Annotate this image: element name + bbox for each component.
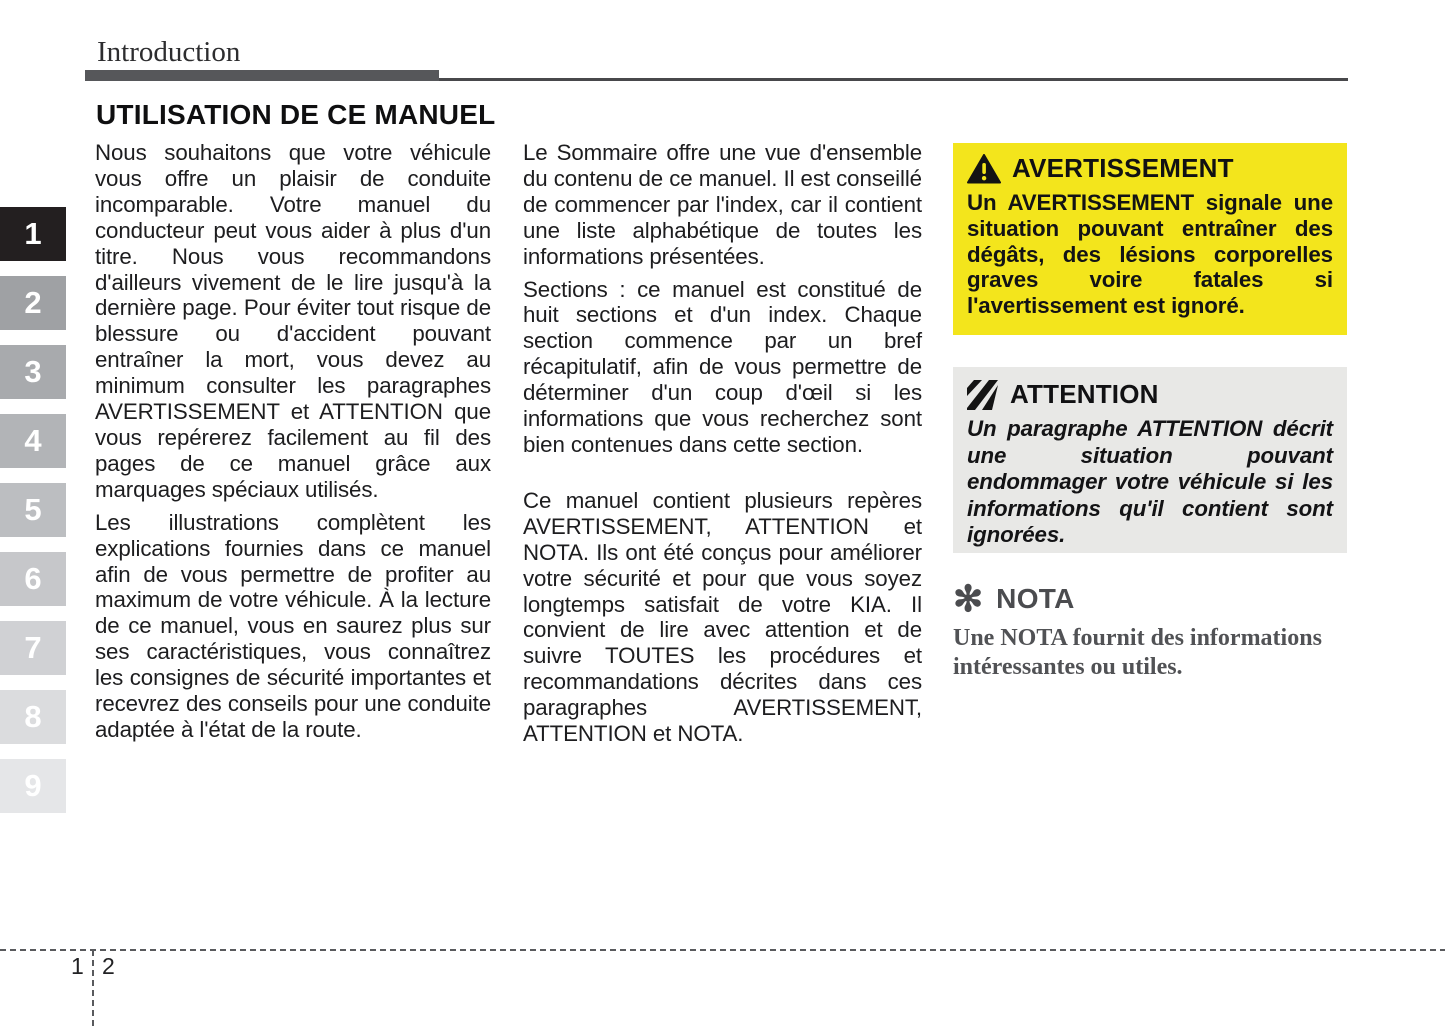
nota-callout: [953, 578, 1347, 682]
sidebar-tab-2: 2: [0, 276, 66, 330]
sidebar-tab-1: 1: [0, 207, 66, 261]
sidebar-tab-8: 8: [0, 690, 66, 744]
sidebar-tab-5: 5: [0, 483, 66, 537]
body-paragraph: Les illustrations complètent les explications fournies dans ce manuel afin de vous permettre de profiter au maximum de votre véhicule. À la lecture de ce manuel, vous en saurez plus sur ses caractéristiques, vous connaîtrez les consignes de sécurité importantes et recevrez des conseils pour une conduite adaptée à l'état de la route.: [95, 509, 491, 742]
page-number-right: 2: [102, 953, 115, 979]
section-label: Introduction: [97, 36, 241, 68]
header-bar: [85, 70, 439, 81]
body-paragraph: Ce manuel contient plusieurs repères AVERTISSEMENT, ATTENTION et NOTA. Ils ont été conçus pour améliorer votre sécurité et pour que vous soyez longtemps satisfait de votre KIA. Il convient de lire avec attention et de suivre TOUTES les procédures et recommandations décrites dans ces paragraphes AVERTISSEMENT, ATTENTION et NOTA.: [523, 487, 922, 747]
body-paragraph: Nous souhaitons que votre véhicule vous offre un plaisir de conduite incomparable. Votre manuel du conducteur peut vous aider à plus d'un titre. Nous vous recommandons d'ailleurs vivement de le lire jusqu'à la dernière page. Pour éviter tout risque de blessure ou d'accident pouvant entraîner la mort, vous devez au minimum consulter les paragraphes AVERTISSEMENT et ATTENTION que vous repérerez facilement au fil des pages de ce manuel grâce aux marquages spéciaux utilisés.: [95, 140, 491, 502]
asterisk-icon: ✻: [953, 578, 984, 619]
header-rule: [439, 78, 1348, 81]
sidebar-tab-6: 6: [0, 552, 66, 606]
sidebar-tab-7: 7: [0, 621, 66, 675]
warning-title: AVERTISSEMENT: [1012, 153, 1234, 183]
body-paragraph: Sections : ce manuel est constitué de huit sections et d'un index. Chaque section commence par un bref récapitulatif, afin de vous permettre de déterminer d'un coup d'œil si les informations que vous recherchez sont bien contenues dans cette section.: [523, 276, 922, 457]
nota-body: Une NOTA fournit des informations intéressantes ou utiles.: [953, 625, 1322, 680]
page-number-left: 1: [71, 953, 84, 979]
column-2: [523, 140, 922, 754]
warning-body: Un AVERTISSEMENT signale une situation pouvant entraîner des dégâts, des lésions corporelles graves voire fatales si l'avertissement est ignoré.: [967, 190, 1333, 319]
column-1: [95, 140, 491, 750]
sidebar-tab-3: 3: [0, 345, 66, 399]
warning-callout: [953, 143, 1347, 335]
page-title: UTILISATION DE CE MANUEL: [96, 99, 496, 130]
caution-callout: [953, 367, 1347, 553]
caution-stripes-icon: [967, 380, 999, 410]
caution-title: ATTENTION: [1010, 379, 1159, 409]
footer-dashed-line: [0, 949, 1445, 951]
warning-triangle-icon: [967, 154, 1001, 184]
caution-body: Un paragraphe ATTENTION décrit une situation pouvant endommager votre véhicule si les informations qu'il contient sont ignorées.: [967, 416, 1333, 547]
sidebar-tab-9: 9: [0, 759, 66, 813]
footer-vertical-dashed-line: [92, 950, 94, 1026]
body-paragraph: Le Sommaire offre une vue d'ensemble du contenu de ce manuel. Il est conseillé de commencer par l'index, car il contient une liste alphabétique de toutes les informations présentées.: [523, 140, 922, 269]
nota-title: NOTA: [996, 583, 1075, 614]
sidebar-tab-4: 4: [0, 414, 66, 468]
